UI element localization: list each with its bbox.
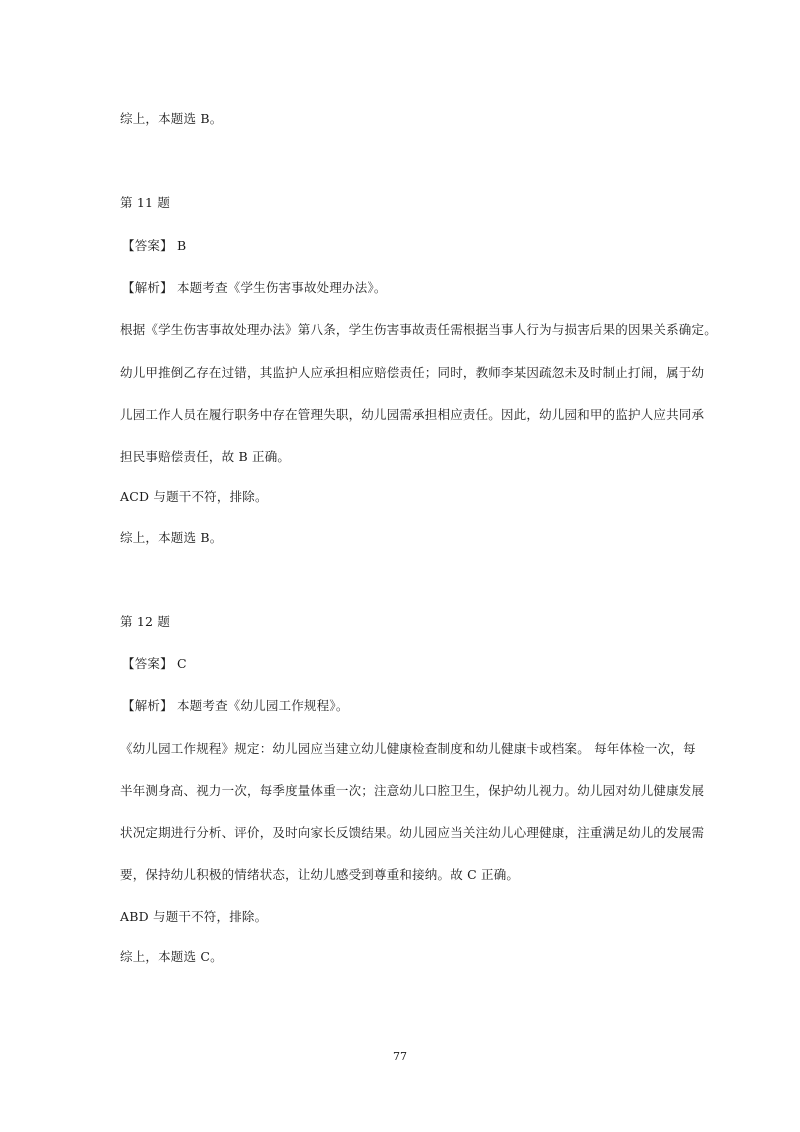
q12-analysis-head: 【解析】 本题考查《幼儿园工作规程》。 bbox=[122, 698, 349, 713]
q12-title: 第 12 题 bbox=[120, 614, 171, 629]
q12-line-2: 半年测身高、视力一次，每季度量体重一次；注意幼儿口腔卫生，保护幼儿视力。幼儿园对幼儿健康发展 bbox=[120, 783, 705, 798]
q11-title: 第 11 题 bbox=[120, 195, 171, 210]
q11-line-2: 幼儿甲推倒乙存在过错，其监护人应承担相应赔偿责任；同时，教师李某因疏忽未及时制止打闹，属于幼 bbox=[120, 365, 705, 380]
q11-line-3: 儿园工作人员在履行职务中存在管理失职，幼儿园需承担相应责任。因此，幼儿园和甲的监护人应共同承 bbox=[120, 407, 705, 422]
page-number: 77 bbox=[393, 1050, 407, 1063]
q11-summary: 综上，本题选 B。 bbox=[120, 530, 223, 545]
q12-exclude: ABD 与题干不符，排除。 bbox=[120, 909, 268, 924]
q11-analysis-head: 【解析】 本题考查《学生伤害事故处理办法》。 bbox=[122, 280, 387, 295]
q11-exclude: ACD 与题干不符，排除。 bbox=[120, 489, 268, 504]
q12-summary: 综上，本题选 C。 bbox=[120, 949, 223, 964]
q11-line-4: 担民事赔偿责任，故 B 正确。 bbox=[120, 449, 291, 464]
q11-line-1: 根据《学生伤害事故处理办法》第八条，学生伤害事故责任需根据当事人行为与损害后果的因果关系确定。 bbox=[120, 322, 717, 337]
q12-answer: 【答案】 C bbox=[122, 656, 187, 671]
q12-line-4: 要，保持幼儿积极的情绪状态，让幼儿感受到尊重和接纳。故 C 正确。 bbox=[120, 867, 520, 882]
q12-line-1: 《幼儿园工作规程》规定：幼儿园应当建立幼儿健康检查制度和幼儿健康卡或档案。 每年体检一次，每 bbox=[120, 741, 696, 756]
q11-answer: 【答案】 B bbox=[122, 238, 187, 253]
q12-line-3: 状况定期进行分析、评价，及时向家长反馈结果。幼儿园应当关注幼儿心理健康，注重满足幼儿的发展需 bbox=[120, 825, 705, 840]
summary-prev: 综上，本题选 B。 bbox=[120, 111, 223, 126]
